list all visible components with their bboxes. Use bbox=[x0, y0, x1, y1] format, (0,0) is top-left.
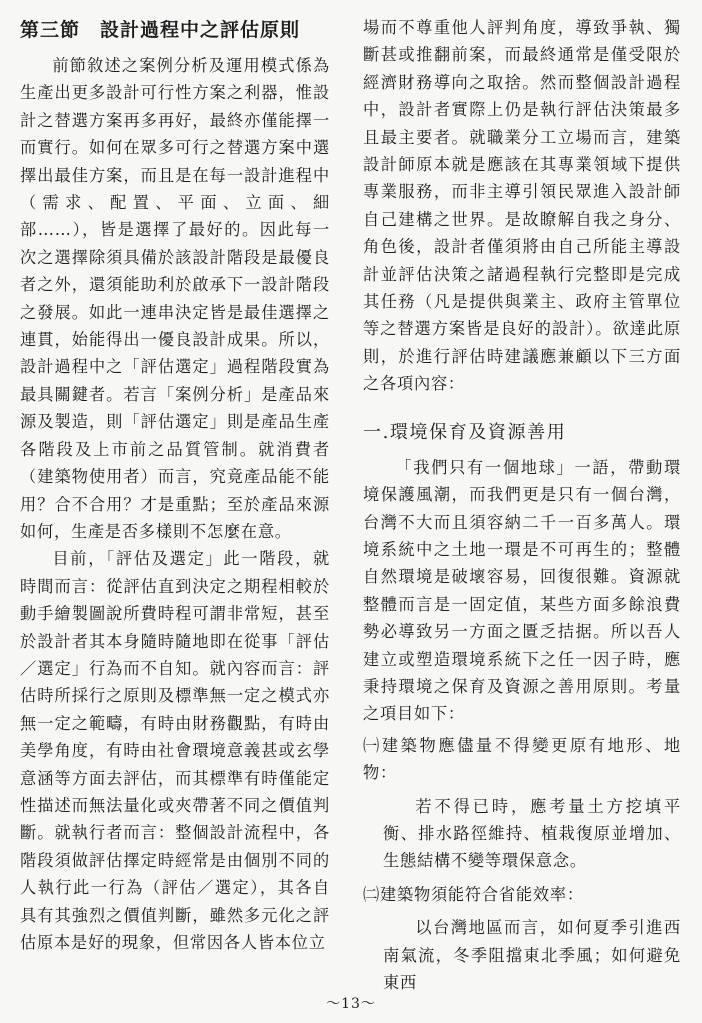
paragraph-intro: 前節敘述之案例分析及運用模式係為生產出更多設計可行性方案之利器，惟設計之替選方案再多再好，最終亦僅能擇一而實行。如何在眾多可行之替選方案中選擇出最佳方案，而且是在每一設計進程中（需求、配置、平面、立面、細部……），皆是選擇了最好的。因此每一次之選擇除須具備於該設計階段是最優良者之外，還須能助利於啟承下一設計階段之發展。如此一連串決定皆是最佳選擇之連貫，始能得出一優良設計成果。所以，設計過程中之「評估選定」過程階段實為最具關鍵者。若言「案例分析」是產品來源及製造，則「評估選定」則是產品生產各階段及上市前之品質管制。就消費者（建築物使用者）而言，究竟產品能不能用？合不合用？才是重點；至於產品來源如何，生產是否多樣則不怎麼在意。 bbox=[20, 56, 330, 541]
item-1-body: 若不得已時，應考量土方挖填平衡、排水路徑維持、植栽復原並增加、生態結構不變等環保意念。 bbox=[383, 796, 681, 871]
paragraph-current-stage: 目前，「評估及選定」此一階段，就時間而言：從評估直到決定之期程相較於動手繪製圖說所費時程可謂非常短，甚至於設計者其本身隨時隨地即在從事「評估／選定」行為而不自知。就內容而言：評估時所採行之原則及標準無一定之模式亦無一定之範疇，有時由財務觀點，有時由美學角度，有時由社會環境意義甚或玄學意涵等方面去評估，而其標準有時僅能定性描述而無法量化或夾帶著不同之價值判斷。就執行者而言：整個設計流程中，各階段須做評估擇定時經常是由個別不同的人執行此一行為（評估／選定），其各自具有其強烈之價值判斷，雖然多元化之評估原本是好的現象，但常因各人皆本位立 bbox=[20, 549, 330, 952]
section-number: 第三節 bbox=[20, 19, 81, 41]
left-column bbox=[20, 14, 330, 956]
right-column bbox=[363, 14, 681, 1002]
section-heading bbox=[20, 16, 330, 44]
paragraph-environment: 「我們只有一個地球」一語，帶動環境保護風潮，而我們更是只有一個台灣，台灣不大而且須容納二千一百多萬人。環境系統中之土地一環是不可再生的；整體自然環境是破壞容易，回復很難。資源就整體而言是一固定值，某些方面多餘浪費勢必導致另一方面之匱乏拮据。所以吾人建立或塑造環境系統下之任一因子時，應秉持環境之保育及資源之善用原則。考量之項目如下： bbox=[363, 457, 681, 724]
paragraph-continued: 場而不尊重他人評判角度，導致爭執、獨斷甚或推翻前案，而最終通常是僅受限於經濟財務導向之取捨。然而整個設計過程中，設計者實際上仍是執行評估決策最多且最主要者。就職業分工立場而言，建築設計師原本就是應該在其專業領域下提供專業服務，而非主導引領民眾進入設計師自己建構之世界。是故瞭解自我之身分、角色後，設計者僅須將由自己所能主導設計並評估決策之諸過程執行完整即是完成其任務（凡是提供與業主、政府主管單位等之替選方案皆是良好的設計）。欲達此原則，於進行評估時建議應兼顧以下三方面之各項內容： bbox=[363, 18, 681, 394]
item-2-body: 以台灣地區而言，如何夏季引進西南氣流，冬季阻擋東北季風；如何避免東西 bbox=[383, 918, 681, 992]
item-1-title: ㈠建築物應儘量不得變更原有地形、地物： bbox=[363, 735, 681, 783]
page-number: ～13～ bbox=[326, 996, 376, 1012]
item-2-title: ㈡建築物須能符合省能效率： bbox=[363, 884, 584, 904]
section-title: 設計過程中之評估原則 bbox=[100, 19, 301, 41]
subsection-heading: 一.環境保育及資源善用 bbox=[363, 421, 567, 443]
